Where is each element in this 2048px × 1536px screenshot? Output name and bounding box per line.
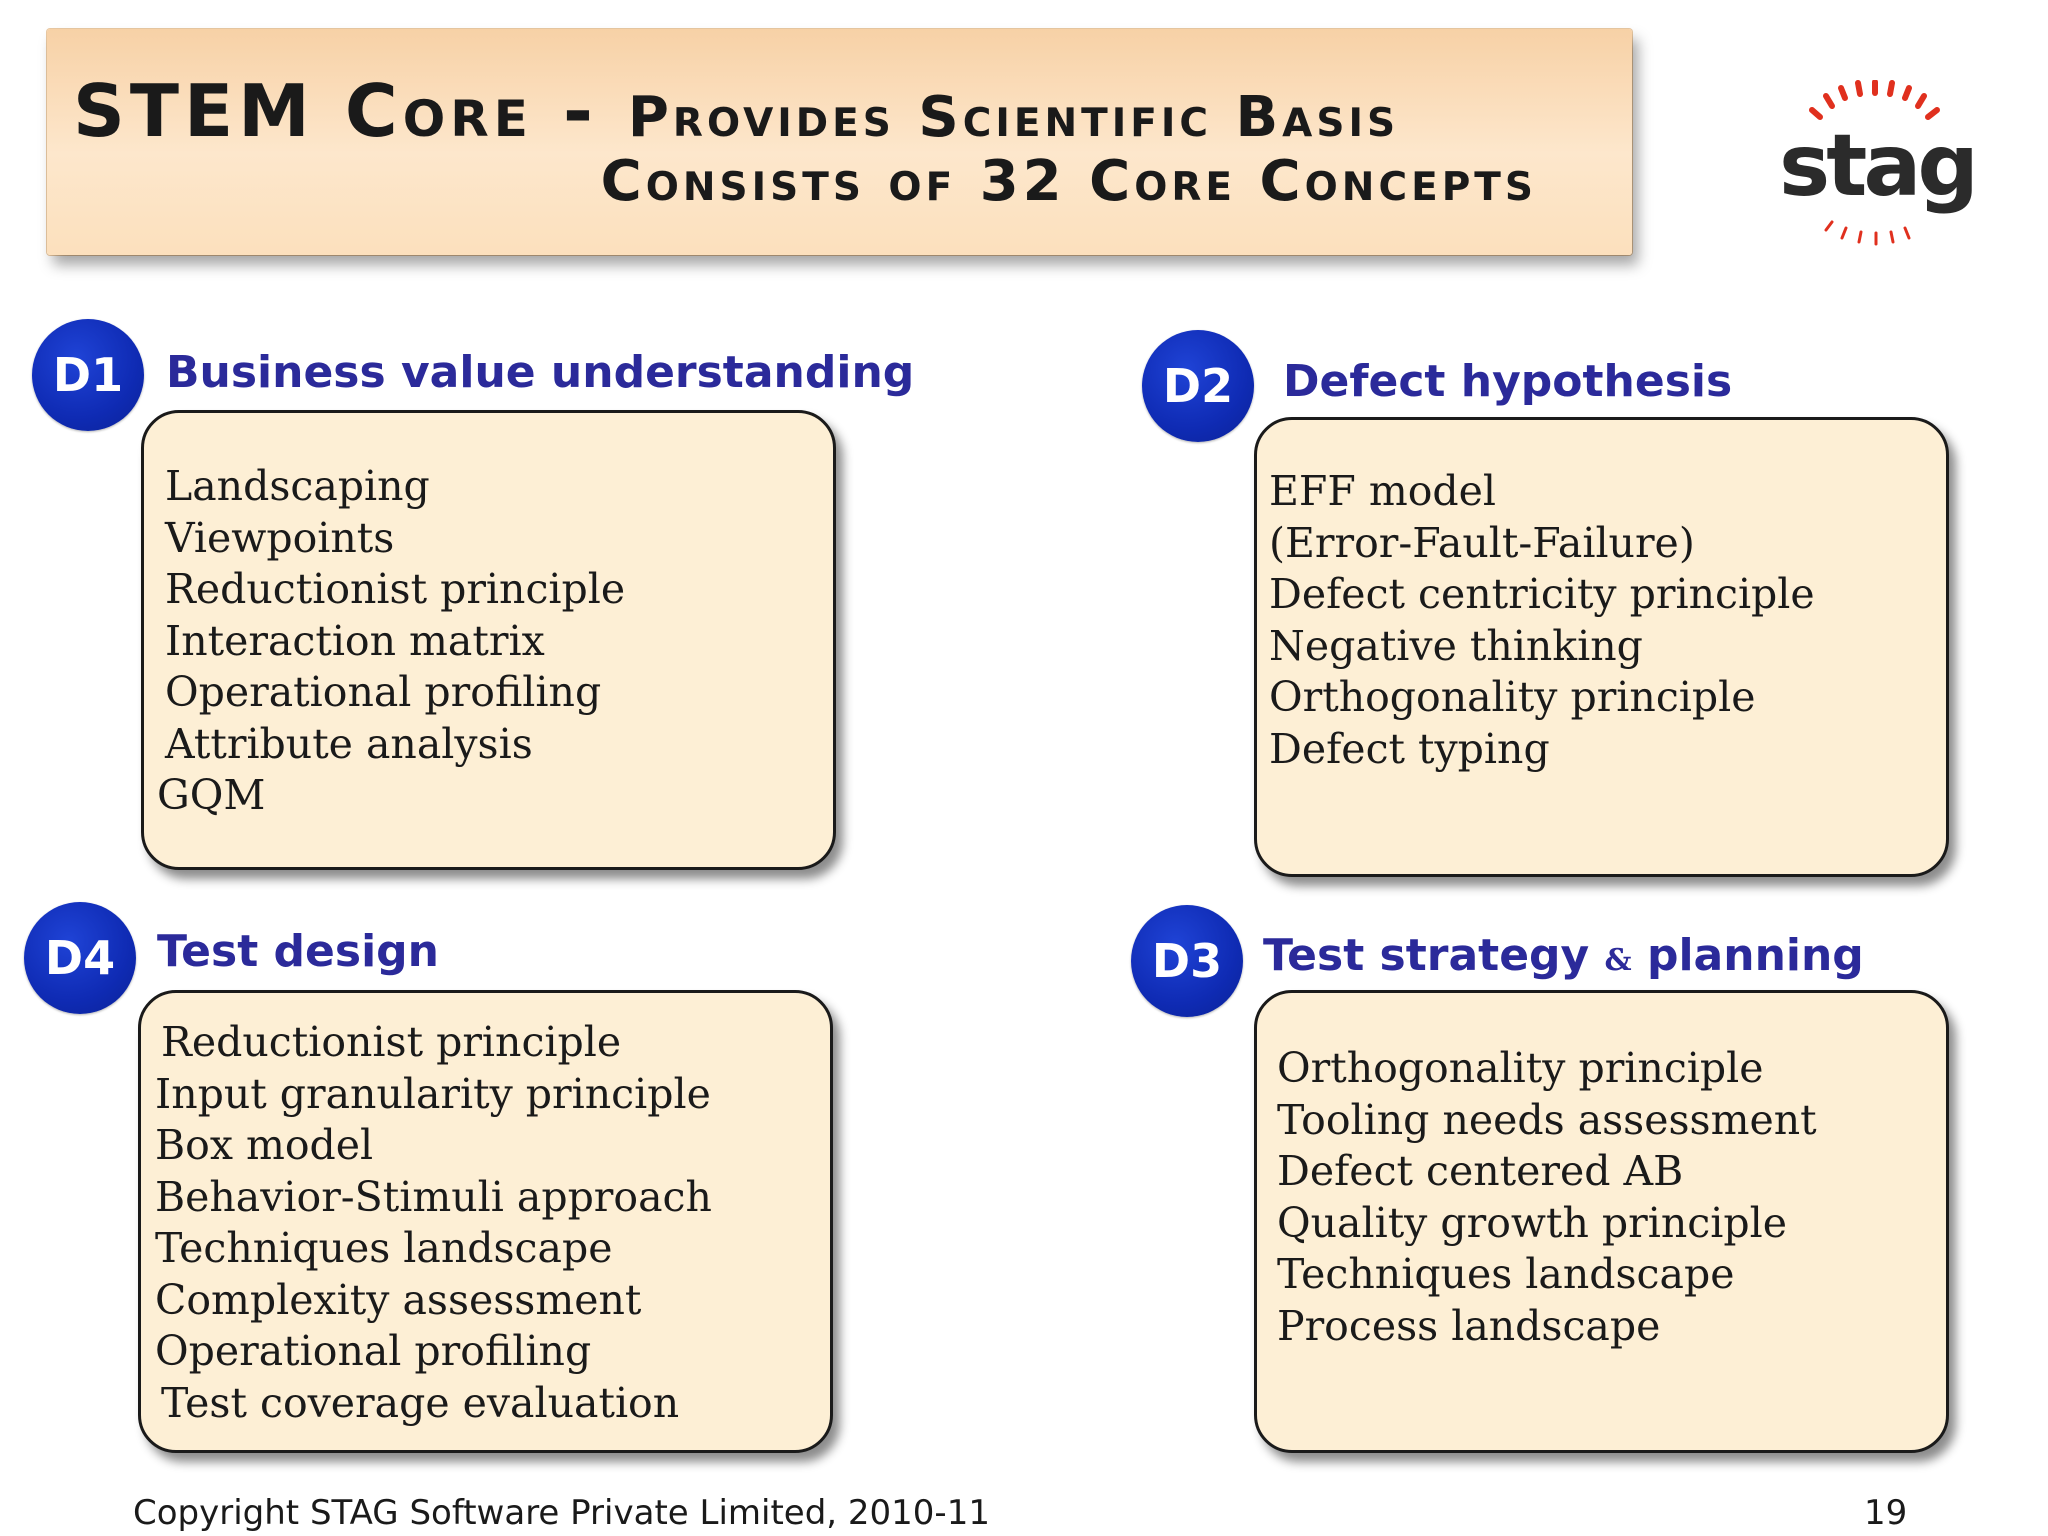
title-subtitle: Provides Scientific Basis	[627, 85, 1400, 150]
list-item: Process landscape	[1277, 1301, 1661, 1350]
concept-list-d2	[1269, 466, 1815, 775]
list-item: Defect centered AB	[1277, 1147, 1684, 1195]
copyright-notice: Copyright STAG Software Private Limited, 2010-11	[133, 1493, 990, 1533]
list-item: Negative thinking	[1269, 621, 1643, 670]
concept-list-d4	[155, 1017, 712, 1429]
concept-list-d1	[157, 461, 626, 822]
badge-d3: D3	[1131, 905, 1243, 1017]
list-item: Attribute analysis	[165, 719, 533, 768]
list-item: Interaction matrix	[165, 616, 545, 665]
list-item: GQM	[157, 771, 266, 819]
list-item: Reductionist principle	[161, 1018, 622, 1066]
section-title-d2: Defect hypothesis	[1283, 356, 1733, 407]
list-item: Test coverage evaluation	[161, 1378, 680, 1427]
section-title-d3	[1263, 930, 1864, 981]
list-item: Techniques landscape	[155, 1224, 613, 1272]
list-item: Orthogonality principle	[1269, 673, 1756, 721]
section-title-d4: Test design	[157, 926, 439, 977]
title-second-line: Consists of 32 Core Concepts	[600, 149, 1537, 214]
list-item: Operational profiling	[155, 1327, 592, 1375]
list-item: Behavior-Stimuli approach	[155, 1172, 712, 1221]
section-title-d3-part2: planning	[1646, 930, 1864, 981]
list-item: Complexity assessment	[155, 1275, 642, 1324]
list-item: Viewpoints	[165, 513, 395, 562]
section-title-d3-part1: Test strategy	[1263, 930, 1590, 981]
ampersand: &	[1604, 943, 1632, 978]
concept-list-d3	[1277, 1043, 1817, 1352]
title-banner	[47, 29, 1632, 255]
list-item: Reductionist principle	[165, 565, 626, 613]
concept-box-d1	[141, 410, 836, 870]
list-item: Techniques landscape	[1277, 1250, 1735, 1298]
list-item: Orthogonality principle	[1277, 1044, 1764, 1092]
list-item: Box model	[155, 1121, 374, 1169]
list-item: EFF model	[1269, 467, 1497, 515]
page-number: 19	[1864, 1493, 1908, 1533]
slide-title	[73, 69, 1399, 153]
list-item: Defect typing	[1269, 724, 1550, 773]
logo-text: stag	[1779, 116, 1975, 216]
list-item: Quality growth principle	[1277, 1198, 1787, 1247]
list-item: Input granularity principle	[155, 1069, 711, 1118]
title-main: STEM Core	[73, 69, 533, 153]
list-item: Landscaping	[165, 462, 430, 510]
badge-d4: D4	[24, 902, 136, 1014]
section-title-d1: Business value understanding	[166, 347, 915, 398]
concept-box-d4	[138, 990, 833, 1453]
list-item: Tooling needs assessment	[1277, 1095, 1817, 1144]
concept-box-d2	[1254, 417, 1949, 877]
badge-d1: D1	[32, 319, 144, 431]
title-separator: -	[532, 69, 628, 153]
list-item: (Error-Fault-Failure)	[1269, 518, 1695, 567]
concept-box-d3	[1254, 990, 1949, 1453]
badge-d2: D2	[1142, 330, 1254, 442]
list-item: Defect centricity principle	[1269, 570, 1815, 618]
list-item: Operational profiling	[165, 668, 602, 716]
stag-logo	[1772, 80, 1992, 260]
